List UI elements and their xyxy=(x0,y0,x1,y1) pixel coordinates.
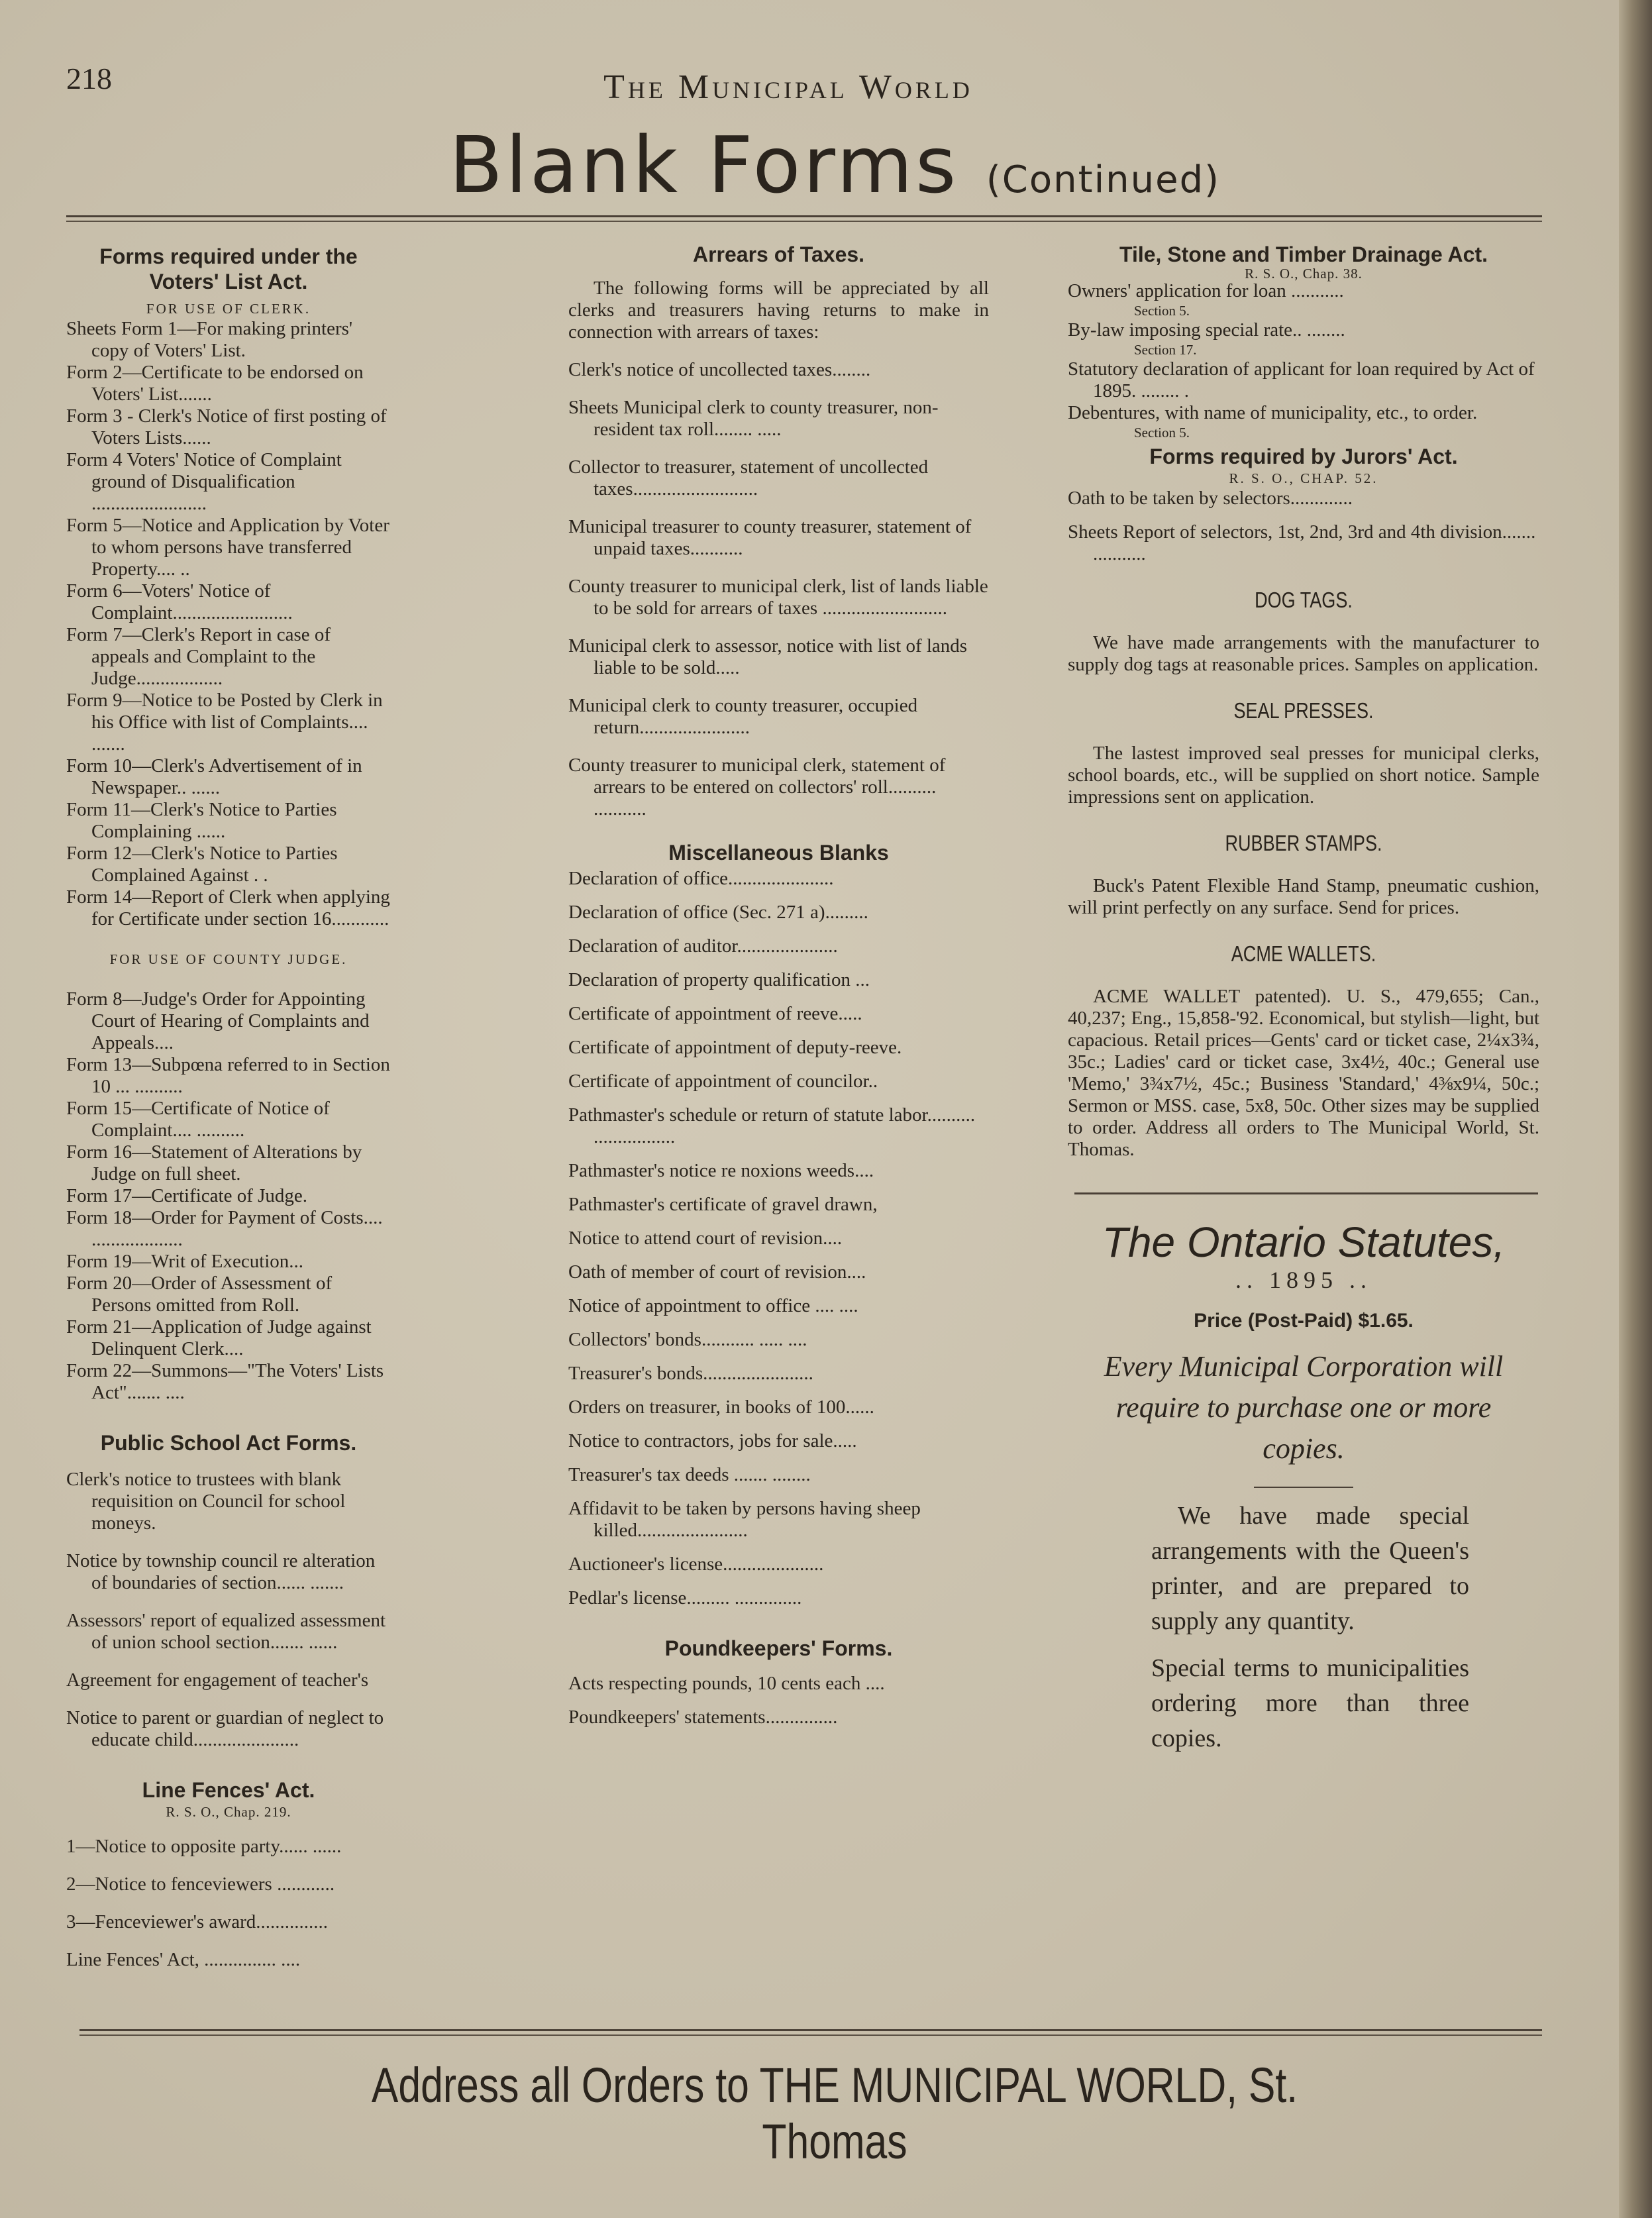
misc-forms-list xyxy=(568,868,989,1609)
form-entry: Municipal treasurer to county treasurer, statement of unpaid taxes........... xyxy=(568,516,972,559)
form-entry: Municipal clerk to assessor, notice with list of lands liable to be sold..... xyxy=(568,635,968,678)
form-entry: 3—Fenceviewer's award............... xyxy=(66,1911,328,1932)
form-entry: Debentures, with name of municipality, etc., to order. xyxy=(1068,402,1478,423)
dog-tags-heading: DOG TAGS. xyxy=(1255,588,1353,612)
form-entry: Acts respecting pounds, 10 cents each .... xyxy=(568,1673,885,1694)
column-voters-list xyxy=(66,244,391,1971)
page-number: 218 xyxy=(66,62,112,95)
header-rule xyxy=(66,215,1542,217)
statutes-special-terms-text: Special terms to municipalities ordering more than three copies. xyxy=(1151,1654,1469,1752)
section-heading-arrears: Arrears of Taxes. xyxy=(692,242,865,266)
form-entry: Oath of member of court of revision.... xyxy=(568,1261,866,1283)
column-arrears-misc xyxy=(568,242,989,1728)
statutes-short-rule xyxy=(1254,1487,1353,1488)
form-entry: Certificate of appointment of councilor.. xyxy=(568,1071,878,1092)
form-entry: Form 4 Voters' Notice of Complaint ground of Disqualification ........................ xyxy=(66,449,342,514)
page-title-continued: (Continued) xyxy=(986,158,1220,201)
section-heading-public-school: Public School Act Forms. xyxy=(100,1431,357,1455)
form-entry: Form 10—Clerk's Advertisement of in Newspaper.. ...... xyxy=(66,755,362,798)
seal-presses-text: The lastest improved seal presses for municipal clerks, school boards, etc., will be supplied on short notice. Sample impressions sent on application. xyxy=(1068,743,1539,808)
form-entry: Form 19—Writ of Execution... xyxy=(66,1251,304,1272)
form-entry: Certificate of appointment of deputy-reeve. xyxy=(568,1037,902,1058)
form-entry: Form 8—Judge's Order for Appointing Court of Hearing of Complaints and Appeals.... xyxy=(66,988,370,1053)
form-entry: Notice to attend court of revision.... xyxy=(568,1228,843,1249)
section-heading-drainage: Tile, Stone and Timber Drainage Act. xyxy=(1119,242,1488,266)
form-entry: Sheets Form 1—For making printers' copy of Voters' List. xyxy=(66,318,353,361)
form-entry: Form 5—Notice and Application by Voter to whom persons have transferred Property.... .. xyxy=(66,515,389,580)
form-entry: Form 14—Report of Clerk when applying for Certificate under section 16............ xyxy=(66,886,390,929)
form-entry: Treasurer's bonds....................... xyxy=(568,1363,813,1384)
acme-wallets-text: ACME WALLET patented). U. S., 479,655; Can., 40,237; Eng., 15,858-'92. Economical, but stylish—light, but capacious. Retail prices—Gents' card or ticket case, 2¼x3¾, 35c.; Ladies' card or ticket case, 3x4½, 40c.; General use 'Memo,' 3¾x7½, 45c.; Business 'Standard,' 4⅜x9¼, 50c.; Sermon or MSS. case, 5x8, 50c. Other sizes may be supplied to order. Address all orders to The Municipal World, St. Thomas. xyxy=(1068,986,1539,1160)
form-entry: Sheets Municipal clerk to county treasurer, non-resident tax roll........ ..... xyxy=(568,397,939,440)
pound-forms-list xyxy=(568,1673,989,1728)
clerk-use-note: FOR USE OF CLERK. xyxy=(146,301,311,317)
form-entry: Owners' application for loan ........... xyxy=(1068,280,1344,301)
rubber-stamps-heading: RUBBER STAMPS. xyxy=(1225,831,1382,855)
form-entry: Declaration of office...................... xyxy=(568,868,834,889)
form-entry: Municipal clerk to county treasurer, occupied return....................... xyxy=(568,695,918,738)
arrears-forms-list xyxy=(568,359,989,820)
section-heading-line-fences: Line Fences' Act. xyxy=(142,1778,315,1802)
section-reference: Section 17. xyxy=(1134,342,1197,358)
form-entry: Assessors' report of equalized assessment of union school section....... ...... xyxy=(66,1610,386,1653)
judge-use-note: FOR USE OF COUNTY JUDGE. xyxy=(109,951,348,967)
arrears-intro: The following forms will be appreciated by all clerks and treasurers having returns to make in connection with arrears of taxes: xyxy=(568,278,989,343)
form-entry: Pedlar's license......... .............. xyxy=(568,1587,802,1609)
form-entry: Affidavit to be taken by persons having sheep killed....................... xyxy=(568,1498,921,1541)
footer-rule-secondary xyxy=(79,2034,1542,2036)
form-entry: Collector to treasurer, statement of uncollected taxes.......................... xyxy=(568,456,929,500)
form-entry: Form 6—Voters' Notice of Complaint......................... xyxy=(66,580,293,623)
form-entry: Declaration of office (Sec. 271 a)......... xyxy=(568,902,868,923)
school-forms-list xyxy=(66,1469,391,1751)
page-title xyxy=(371,119,1298,211)
form-entry: Form 18—Order for Payment of Costs.... ................... xyxy=(66,1207,383,1250)
header-rule-secondary xyxy=(66,221,1542,222)
form-entry: Form 20—Order of Assessment of Persons omitted from Roll. xyxy=(66,1273,333,1316)
form-entry: Statutory declaration of applicant for loan required by Act of 1895. ........ . xyxy=(1068,358,1535,401)
form-entry: Form 16—Statement of Alterations by Judge on full sheet. xyxy=(66,1141,362,1185)
drainage-chapter-note: R. S. O., Chap. 38. xyxy=(1245,266,1363,282)
form-entry: Agreement for engagement of teacher's xyxy=(66,1669,369,1691)
form-entry: Declaration of property qualification ... xyxy=(568,969,870,990)
form-entry: Auctioneer's license..................... xyxy=(568,1554,824,1575)
form-entry: County treasurer to municipal clerk, statement of arrears to be entered on collectors' roll.......... ........... xyxy=(568,755,946,819)
form-entry: Clerk's notice to trustees with blank requisition on Council for school moneys. xyxy=(66,1469,346,1534)
form-entry: Oath to be taken by selectors............. xyxy=(1068,488,1353,509)
statutes-year: .. 1895 .. xyxy=(1235,1267,1372,1293)
form-entry: 1—Notice to opposite party...... ...... xyxy=(66,1836,342,1857)
form-entry: Notice to parent or guardian of neglect to educate child...................... xyxy=(66,1707,384,1750)
rubber-stamps-text: Buck's Patent Flexible Hand Stamp, pneumatic cushion, will print perfectly on any surface. Send for prices. xyxy=(1068,875,1539,918)
drainage-forms-list xyxy=(1068,280,1539,441)
column-drainage-ads xyxy=(1068,242,1539,1756)
form-entry: Form 12—Clerk's Notice to Parties Complained Against . . xyxy=(66,843,338,886)
dog-tags-text: We have made arrangements with the manufacturer to supply dog tags at reasonable prices. Samples on application. xyxy=(1068,632,1539,675)
section-heading-misc-blanks: Miscellaneous Blanks xyxy=(668,841,889,865)
statutes-arrangements-text: We have made special arrangements with the Queen's printer, and are prepared to supply any quantity. xyxy=(1151,1502,1469,1635)
form-entry: Form 2—Certificate to be endorsed on Voters' List....... xyxy=(66,362,364,405)
form-entry: Pathmaster's schedule or return of statute labor.......... ................. xyxy=(568,1104,976,1147)
form-entry: Form 17—Certificate of Judge. xyxy=(66,1185,308,1206)
form-entry: Form 11—Clerk's Notice to Parties Complaining ...... xyxy=(66,799,337,842)
form-entry: Sheets Report of selectors, 1st, 2nd, 3rd and 4th division....... ........... xyxy=(1068,521,1536,564)
jurors-chapter-note: R. S. O., CHAP. 52. xyxy=(1229,470,1378,486)
form-entry: Clerk's notice of uncollected taxes........ xyxy=(568,359,871,380)
form-entry: Line Fences' Act, ............... .... xyxy=(66,1949,301,1970)
form-entry: Declaration of auditor..................... xyxy=(568,935,838,957)
acme-wallets-heading: ACME WALLETS. xyxy=(1231,941,1376,966)
statutes-title: The Ontario Statutes, xyxy=(1102,1218,1506,1266)
footer-rule xyxy=(79,2029,1542,2031)
clerk-forms-list xyxy=(66,318,391,930)
form-entry: 2—Notice to fenceviewers ............ xyxy=(66,1874,335,1895)
form-entry: Form 15—Certificate of Notice of Complaint.... .......... xyxy=(66,1098,330,1141)
statutes-divider xyxy=(1074,1192,1538,1194)
form-entry: Pathmaster's certificate of gravel drawn, xyxy=(568,1194,878,1215)
statutes-tagline: Every Municipal Corporation will require to purchase one or more copies. xyxy=(1104,1350,1504,1465)
section-heading-jurors: Forms required by Jurors' Act. xyxy=(1149,445,1458,468)
form-entry: Pathmaster's notice re noxions weeds.... xyxy=(568,1160,874,1181)
form-entry: Poundkeepers' statements............... xyxy=(568,1707,838,1728)
form-entry: Notice by township council re alteration of boundaries of section...... ....... xyxy=(66,1550,376,1593)
section-reference: Section 5. xyxy=(1134,303,1190,319)
form-entry: Collectors' bonds........... ..... .... xyxy=(568,1329,807,1350)
form-entry: County treasurer to municipal clerk, list of lands liable to be sold for arrears of taxes .......................... xyxy=(568,576,988,619)
form-entry: Treasurer's tax deeds ....... ........ xyxy=(568,1464,811,1485)
form-entry: Form 13—Subpœna referred to in Section 10 ... .......... xyxy=(66,1054,390,1097)
fence-forms-list xyxy=(66,1836,391,1971)
form-entry: Notice of appointment to office .... .... xyxy=(568,1295,858,1316)
section-heading-voters-list: Forms required under the Voters' List Act. xyxy=(99,244,358,293)
form-entry: Form 22—Summons—"The Voters' Lists Act"....... .... xyxy=(66,1360,384,1403)
form-entry: Certificate of appointment of reeve..... xyxy=(568,1003,862,1024)
section-heading-poundkeepers: Poundkeepers' Forms. xyxy=(664,1636,893,1660)
form-entry: Orders on treasurer, in books of 100...... xyxy=(568,1397,874,1418)
page-title-main: Blank Forms xyxy=(449,119,959,211)
form-entry: Form 3 - Clerk's Notice of first posting of Voters Lists...... xyxy=(66,405,387,449)
form-entry: Form 21—Application of Judge against Delinquent Clerk.... xyxy=(66,1316,372,1359)
line-fences-chapter-note: R. S. O., Chap. 219. xyxy=(166,1804,291,1820)
form-entry: Notice to contractors, jobs for sale..... xyxy=(568,1430,857,1452)
jurors-forms-list xyxy=(1068,488,1539,565)
seal-presses-heading: SEAL PRESSES. xyxy=(1233,698,1374,723)
page-binding-edge xyxy=(1619,0,1652,2218)
form-entry: Form 7—Clerk's Report in case of appeals and Complaint to the Judge.................. xyxy=(66,624,331,689)
form-entry: By-law imposing special rate.. ........ xyxy=(1068,319,1345,341)
section-reference: Section 5. xyxy=(1134,425,1190,441)
judge-forms-list xyxy=(66,988,391,1404)
running-head: The Municipal World xyxy=(603,68,973,106)
form-entry: Form 9—Notice to be Posted by Clerk in his Office with list of Complaints.... ....... xyxy=(66,690,383,755)
footer-address-text: Address all Orders to THE MUNICIPAL WORLD, St. Thomas xyxy=(371,2058,1298,2169)
statutes-price: Price (Post-Paid) $1.65. xyxy=(1194,1310,1414,1332)
footer-address xyxy=(252,2057,1418,2170)
